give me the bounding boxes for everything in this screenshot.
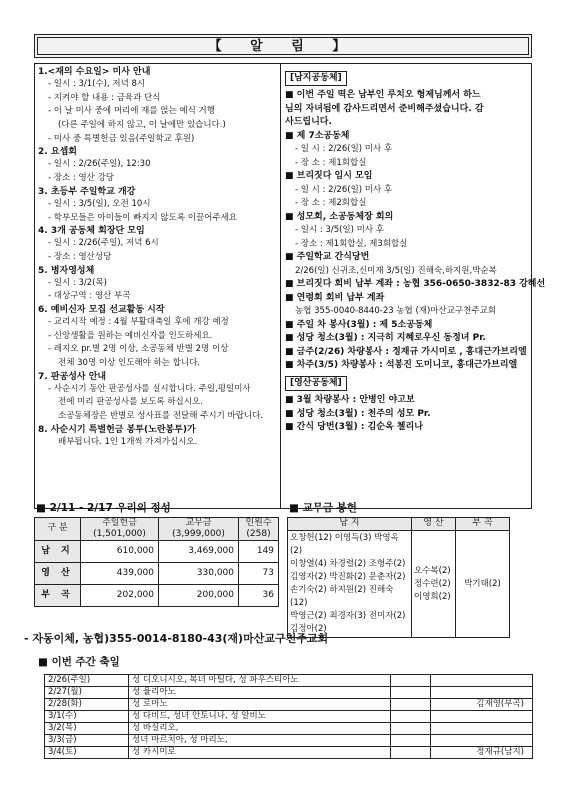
notice-item-line: 전체 30명 이상 인도해야 하는 합니다. (58, 358, 200, 368)
offering-header: 인원수 (258) (239, 518, 279, 541)
autopay-account: - 자동이체, 농협)355-0014-8180-43(재)마산교구천주교회 (24, 632, 329, 645)
notice-item-line: - 일시 : 3/2(목) (48, 277, 107, 288)
namji-intro-line: 님의 자녀됨에 감사드리면서 준비해주셨습니다. 감 (285, 103, 484, 114)
offering-community-label: 남 지 (35, 541, 81, 563)
notice-banner (34, 34, 532, 58)
banner-title: 【 알 림 】 (208, 39, 358, 54)
notice-item-title: 6. 예비신자 모집 선교활동 시작 (38, 304, 165, 315)
notice-item-title: 2. 요셉회 (38, 147, 77, 158)
notice-item-title: 1.<재의 수요일> 미사 안내 (38, 67, 151, 77)
feast-row (45, 675, 533, 687)
namji-item-title: ■ 브리짓다 회비 납부 계좌 : 농협 356-0650-3832-83 강혜선 (285, 279, 546, 290)
notice-item-line: 전에 미리 판공성사를 보도록 하십시오. (58, 397, 203, 408)
namji-item-line: 농협 355-0040-8440-23 농협 (재)마산교구천주교회 (295, 306, 496, 317)
namji-item-title: ■ 주일학교 간식당번 (285, 252, 370, 263)
feast-row (45, 723, 533, 735)
donation-table (287, 517, 510, 638)
yeongsan-item: ■ 3월 차량봉사 : 안병인 야고보 (285, 395, 415, 405)
feast-row (45, 699, 533, 711)
offering-table (34, 517, 279, 607)
feast-saints: 성 디오니시오, 복녀 마틸다, 성 파우스티아노 (129, 675, 391, 687)
offering-sunday-amount: 610,000 (81, 541, 159, 563)
namji-intro-line: 사드립니다. (285, 117, 332, 128)
notice-item-line: - 교리시작 예정 : 4월 부활대축일 후에 개강 예정 (48, 317, 229, 328)
offering-dues-amount: 3,469,000 (159, 541, 239, 563)
notice-right-column (285, 68, 546, 435)
feast-person (431, 675, 533, 687)
namji-item-title: ■ 차주(3/5) 차량봉사 : 석봉진 도미니코, 홍대근가브리엘 (285, 360, 518, 371)
offering-row (35, 563, 279, 585)
notice-item-title: 4. 3개 공동체 회장단 모임 (38, 226, 145, 237)
feast-saints: 성 다비드, 성녀 안토니나, 성 알비노 (129, 711, 391, 723)
feast-saints: 성 로마노 (129, 699, 391, 711)
donation-bugok-list: 박기태(2) (456, 531, 510, 638)
notice-item-line: (다른 주일에 하지 않고, 이 날에만 있습니다.) (58, 120, 226, 131)
donor-line: 박영근(2) 최경자(3) 전미자(2) (290, 611, 406, 621)
offering-row (35, 541, 279, 563)
namji-item-line: - 장소 : 제1회합실, 제3회합실 (295, 238, 408, 249)
feast-date: 2/27(월) (45, 687, 129, 699)
feast-saints: 성 율리아노 (129, 687, 391, 699)
notice-item-line: - 일시 : 3/1(수), 저녁 8시 (48, 79, 146, 90)
donation-header: 남 지 (288, 518, 412, 531)
feast-date: 2/26(주일) (45, 675, 129, 687)
notice-item-line: - 일시 : 3/5(일), 오전 10시 (48, 198, 151, 209)
column-divider (280, 64, 281, 508)
namji-item-line: - 일 시 : 2/26(일) 미사 후 (295, 144, 393, 155)
notice-item-line: - 장소 : 영산 강당 (48, 173, 115, 184)
feast-saints: 성녀 마르치아, 성 마리노, (129, 735, 391, 747)
namji-item-title: ■ 브리짓다 임시 모임 (285, 171, 373, 182)
namji-item-line: - 장 소 : 제2회합실 (295, 198, 367, 209)
donation-title: ■ 교무금 봉헌 (289, 502, 357, 514)
feast-person (431, 723, 533, 735)
donor-line: 이영희(2) (414, 591, 451, 602)
feast-row (45, 735, 533, 747)
notice-left-column (38, 66, 278, 449)
feast-title: ■ 이번 주간 축일 (38, 656, 120, 668)
offering-headcount: 149 (239, 541, 279, 563)
offering-headcount: 36 (239, 585, 279, 607)
feast-person: 정재규(남지) (431, 747, 533, 759)
namji-community-heading: [남지공동체] (285, 71, 347, 86)
donor-line: 이창열(4) 차경렬(2) 조형주(2) (290, 559, 406, 569)
offering-header: 교무금 (3,999,000) (159, 518, 239, 541)
donor-line: 김영자(2) 박진화(2) 문춘자(2) (290, 572, 406, 582)
feast-date: 3/1(수) (45, 711, 129, 723)
feast-table (44, 674, 533, 759)
donor-line: 오수복(2) (414, 565, 451, 576)
feast-date: 3/2(목) (45, 723, 129, 735)
notice-item-line: - 사순시기 동안 판공성사를 실시합니다. 주일,평일미사 (48, 383, 251, 394)
feast-saints: 성 바실리오, (129, 723, 391, 735)
namji-item-line: 2/26(일) 신귀조,신미재 3/5(일) 진해숙,하지원,박순복 (295, 265, 497, 276)
notice-item-line: - 레지오 pr.별 2명 이상, 소공동체 반별 2명 이상 (48, 344, 229, 355)
notice-item-line: - 학부모들은 아이들이 빠지지 않도록 이끌어주세요 (48, 212, 238, 223)
offering-header: 구 분 (35, 518, 81, 541)
notice-item-line: - 대상구역 : 영산 부곡 (48, 291, 131, 302)
namji-intro (285, 89, 529, 130)
notice-section (34, 63, 546, 509)
notice-item-title: 8. 사순시기 특별헌금 봉투(노란봉투)가 (38, 424, 196, 435)
namji-item-title: ■ 제 7소공동체 (285, 130, 350, 141)
feast-extra (391, 699, 431, 711)
donation-namji-list (288, 531, 412, 638)
donor-line: 김정아(2) (290, 624, 327, 634)
yeongsan-item: ■ 간식 당번(3월) : 김순옥 첼리나 (285, 422, 423, 432)
feast-extra (391, 711, 431, 723)
notice-item-line: - 미사 중 특별헌금 있음(주일학교 후원) (48, 133, 195, 144)
feast-row (45, 687, 533, 699)
feast-row (45, 747, 533, 759)
namji-item-title: ■ 성모회, 소공동체장 회의 (285, 211, 394, 222)
feast-extra (391, 735, 431, 747)
namji-intro-line: ■ 이번 주일 떡은 남부인 루치오 형제님께서 하느 (285, 90, 481, 101)
feast-extra (391, 747, 431, 759)
notice-item-title: 3. 초등부 주일학교 개강 (38, 186, 136, 197)
namji-item-title: ■ 금주(2/26) 차량봉사 : 정재규 가시미로 , 홍대근가브리엘 (285, 346, 527, 357)
donation-yeongsan-list (412, 531, 456, 638)
offering-community-label: 부 곡 (35, 585, 81, 607)
feast-extra (391, 675, 431, 687)
feast-extra (391, 687, 431, 699)
namji-item-line: - 일 시 : 2/26(일) 미사 후 (295, 184, 393, 195)
notice-item-title: 7. 판공성사 안내 (38, 371, 107, 382)
offering-headcount: 73 (239, 563, 279, 585)
feast-saints: 성 카시미로 (129, 747, 391, 759)
feast-person (431, 711, 533, 723)
feast-person (431, 735, 533, 747)
notice-item-title: 5. 병자영성체 (38, 265, 95, 276)
notice-item-line: - 이 날 미사 중에 머리에 재를 얹는 예식 거행 (48, 106, 215, 117)
offering-dues-amount: 200,000 (159, 585, 239, 607)
offering-dues-amount: 330,000 (159, 563, 239, 585)
yeongsan-items (285, 394, 529, 435)
notice-item-line: - 신앙생활을 원하는 예비신자를 인도하세요. (48, 330, 213, 341)
namji-item-title: ■ 주일 차 봉사(3월) : 제 5소공동체 (285, 319, 433, 330)
namji-item-line: - 일시 : 3/5(일) 미사 후 (295, 225, 385, 236)
notice-item-line: 배부됩니다. 1인 1개씩 가져가십시오. (58, 436, 198, 447)
feast-person: 김재영(부곡) (431, 699, 533, 711)
donation-header: 영 산 (412, 518, 456, 531)
offering-row (35, 585, 279, 607)
yeongsan-item: ■ 성당 청소(3월) : 천주의 성모 Pr. (285, 408, 431, 419)
notice-item-line: - 지켜야 할 내용 : 금육과 단식 (48, 92, 161, 103)
notice-item-line: - 장소 : 영산성당 (48, 251, 112, 262)
donor-line: 정수련(2) (414, 578, 451, 589)
offering-community-label: 영 산 (35, 563, 81, 585)
offering-sunday-amount: 439,000 (81, 563, 159, 585)
donation-header: 부 곡 (456, 518, 510, 531)
donor-line: 손기숙(2) 하지원(2) 진해숙(12) (290, 585, 394, 608)
namji-item-title: ■ 성당 청소(3월) : 지극히 지혜로우신 동정녀 Pr. (285, 333, 486, 344)
namji-item-line: - 장 소 : 제1회합실 (295, 157, 367, 168)
offering-title: ■ 2/11 - 2/17 우리의 정성 (36, 502, 171, 514)
feast-extra (391, 723, 431, 735)
notice-item-line: - 일시 : 2/26(주일), 저녁 6시 (48, 238, 159, 249)
offering-sunday-amount: 202,000 (81, 585, 159, 607)
feast-date: 3/4(토) (45, 747, 129, 759)
yeongsan-community-heading: [영산공동체] (285, 376, 347, 391)
feast-date: 2/28(화) (45, 699, 129, 711)
offering-header: 주일헌금 (1,501,000) (81, 518, 159, 541)
feast-person (431, 687, 533, 699)
notice-item-line: 소공동체장은 반별로 성사표를 전달해 주시기 바랍니다. (58, 411, 264, 422)
namji-item-title: ■ 연령회 회비 납부 계좌 (285, 292, 385, 303)
donor-line: 오창헌(12) 이영득(3) 박영옥(2) (290, 533, 399, 556)
feast-row (45, 711, 533, 723)
feast-date: 3/3(금) (45, 735, 129, 747)
notice-item-line: - 일시 : 2/26(주일), 12:30 (48, 159, 151, 170)
namji-items (285, 130, 546, 373)
